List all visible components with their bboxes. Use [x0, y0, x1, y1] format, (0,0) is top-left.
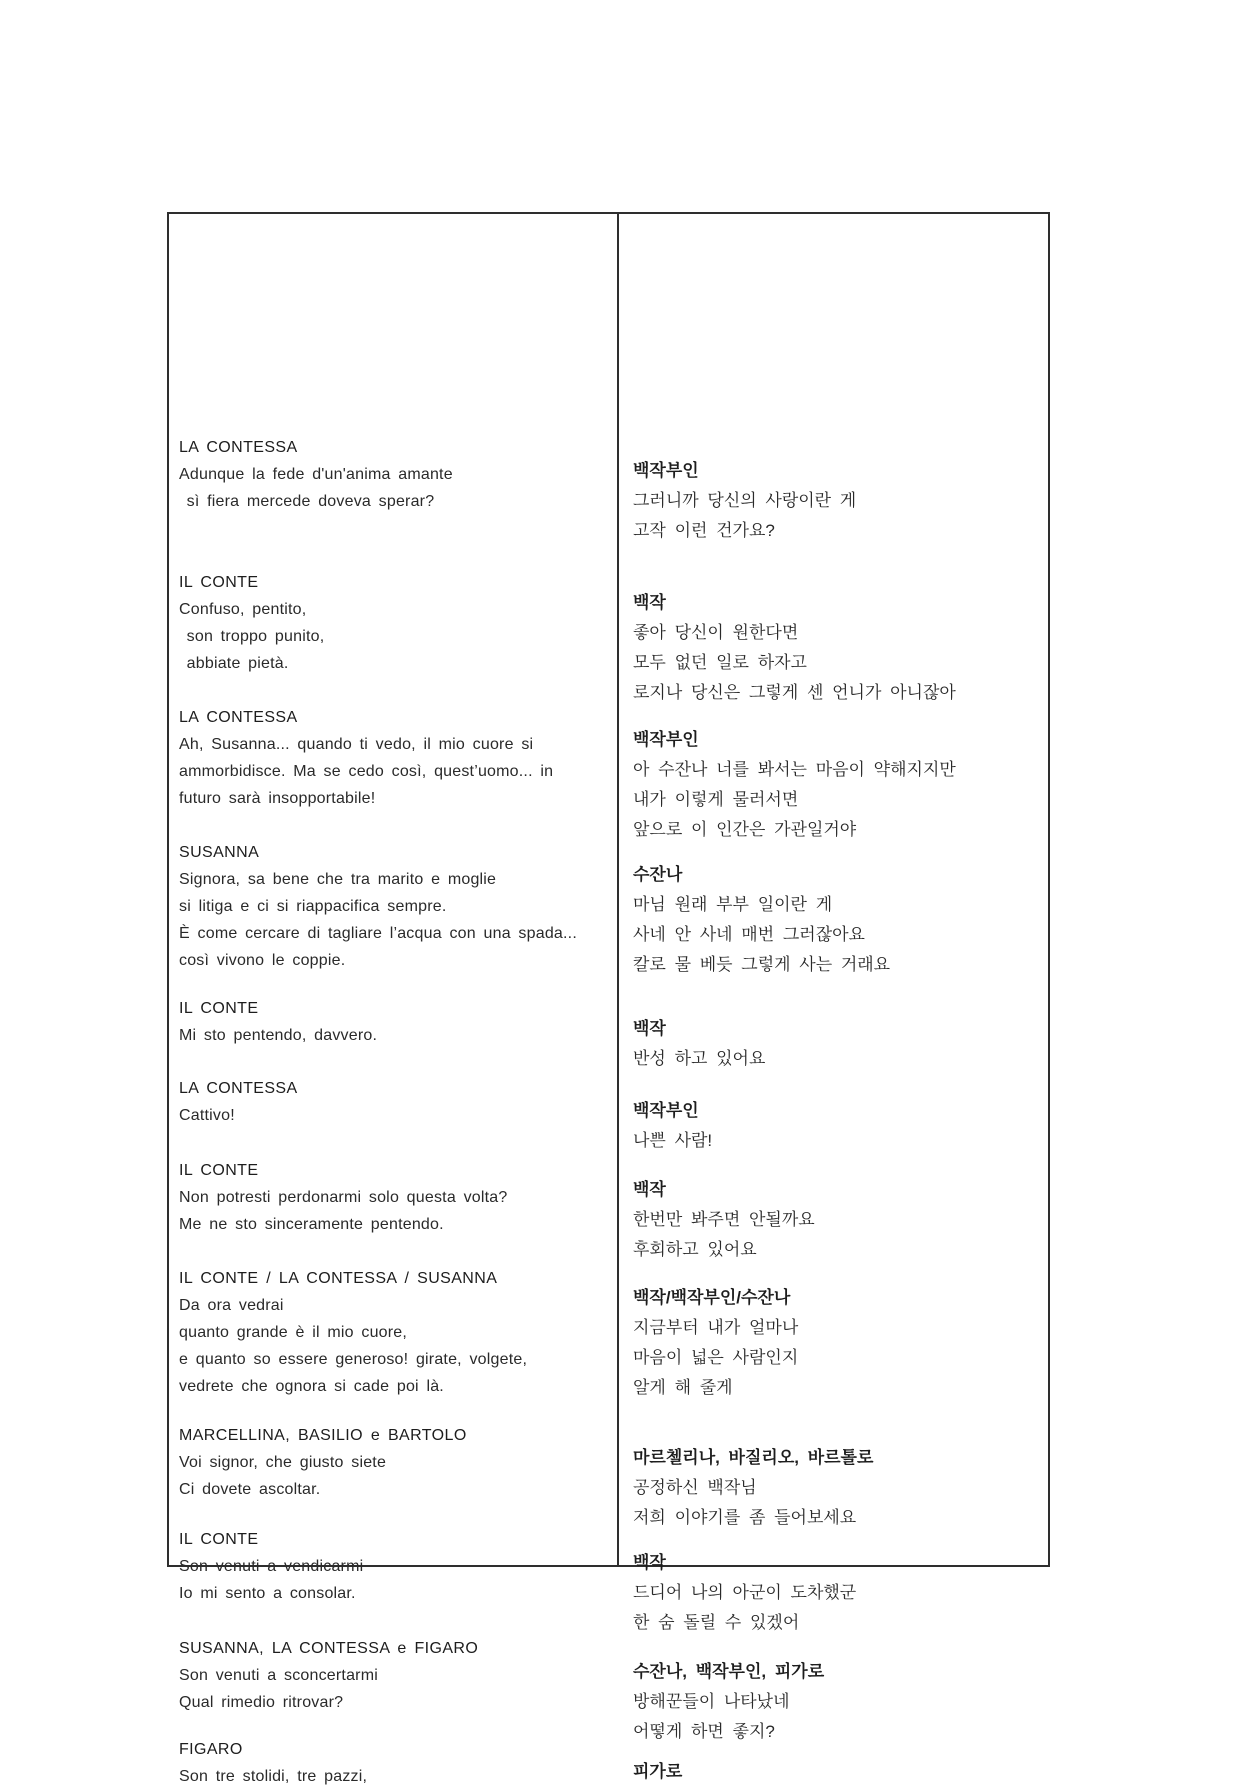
lyric-line: Confuso, pentito, — [179, 601, 307, 618]
stanza — [169, 569, 615, 677]
lyric-line: 그러니까 당신의 사랑이란 게 — [633, 491, 857, 510]
stanza — [169, 995, 615, 1049]
lyric-line: Non potresti perdonarmi solo questa volta? — [179, 1189, 508, 1206]
lyric-line: 나쁜 사람! — [633, 1131, 713, 1150]
lyric-line: 앞으로 이 인간은 가관일거야 — [633, 820, 857, 839]
stanza — [619, 588, 1046, 708]
stanza — [169, 839, 615, 974]
stanza — [619, 1096, 1046, 1156]
lyric-line: 마님 원래 부부 일이란 게 — [633, 895, 833, 914]
stanza — [169, 1265, 615, 1400]
lyric-line: Io mi sento a consolar. — [179, 1585, 356, 1602]
speaker-name: LA CONTESSA — [179, 439, 298, 456]
speaker-name: IL CONTE / LA CONTESSA / SUSANNA — [179, 1270, 498, 1287]
stanza — [169, 1736, 615, 1790]
stanza — [619, 860, 1046, 980]
stanza — [169, 434, 615, 515]
lyric-line: Da ora vedrai — [179, 1297, 284, 1314]
speaker-name: SUSANNA, LA CONTESSA e FIGARO — [179, 1640, 479, 1657]
korean-column — [619, 214, 1048, 1781]
lyric-line: Son tre stolidi, tre pazzi, — [179, 1768, 368, 1785]
lyric-line: 사네 안 사네 매번 그러잖아요 — [633, 925, 865, 944]
lyric-line: 어떻게 하면 좋지? — [633, 1722, 775, 1741]
speaker-name: LA CONTESSA — [179, 1080, 298, 1097]
lyric-line: vedrete che ognora si cade poi là. — [179, 1378, 444, 1395]
lyric-line: 한번만 봐주면 안될까요 — [633, 1210, 815, 1229]
speaker-name: 백작부인 — [633, 461, 699, 480]
lyric-line: 공정하신 백작님 — [633, 1478, 757, 1497]
lyric-line: 알게 해 줄게 — [633, 1378, 733, 1397]
speaker-name: 백작 — [633, 1019, 666, 1038]
speaker-name: 백작부인 — [633, 730, 699, 749]
lyric-line: abbiate pietà. — [179, 655, 289, 672]
stanza — [169, 1526, 615, 1607]
stanza — [169, 1157, 615, 1238]
lyric-line: Qual rimedio ritrovar? — [179, 1694, 344, 1711]
speaker-name: FIGARO — [179, 1741, 243, 1758]
stanza — [619, 725, 1046, 845]
stanza — [619, 1657, 1046, 1747]
speaker-name: IL CONTE — [179, 1531, 259, 1548]
lyric-line: così vivono le coppie. — [179, 952, 346, 969]
lyric-line: 지금부터 내가 얼마나 — [633, 1318, 799, 1337]
speaker-name: 백작/백작부인/수잔나 — [633, 1288, 791, 1307]
italian-column — [169, 214, 619, 1785]
speaker-name: 피가로 — [633, 1762, 683, 1781]
lyric-line: sì fiera mercede doveva sperar? — [179, 493, 435, 510]
lyric-line: Ci dovete ascoltar. — [179, 1481, 321, 1498]
speaker-name: IL CONTE — [179, 1162, 259, 1179]
lyric-line: 고작 이런 건가요? — [633, 521, 775, 540]
stanza — [619, 1014, 1046, 1074]
lyric-line: Me ne sto sinceramente pentendo. — [179, 1216, 444, 1233]
lyric-line: quanto grande è il mio cuore, — [179, 1324, 408, 1341]
lyric-line: Mi sto pentendo, davvero. — [179, 1027, 378, 1044]
speaker-name: 수잔나, 백작부인, 피가로 — [633, 1662, 825, 1681]
lyric-line: È come cercare di tagliare l’acqua con una spada... — [179, 925, 577, 942]
speaker-name: IL CONTE — [179, 1000, 259, 1017]
lyric-line: Cattivo! — [179, 1107, 235, 1124]
lyric-line: 로지나 당신은 그렇게 센 언니가 아니잖아 — [633, 683, 956, 702]
speaker-name: LA CONTESSA — [179, 709, 298, 726]
lyric-line: 좋아 당신이 원한다면 — [633, 623, 799, 642]
stanza — [619, 1757, 1046, 1787]
lyric-line: 마음이 넓은 사람인지 — [633, 1348, 799, 1367]
lyric-line: 저희 이야기를 좀 들어보세요 — [633, 1508, 857, 1527]
lyric-line: Son venuti a sconcertarmi — [179, 1667, 378, 1684]
libretto-table — [167, 212, 1050, 1785]
lyric-line: 후회하고 있어요 — [633, 1240, 757, 1259]
lyric-line: Adunque la fede d'un'anima amante — [179, 466, 453, 483]
lyric-line: 드디어 나의 아군이 도차했군 — [633, 1583, 857, 1602]
speaker-name: 수잔나 — [633, 865, 683, 884]
stanza — [169, 704, 615, 812]
lyric-line: son troppo punito, — [179, 628, 325, 645]
stanza — [169, 1422, 615, 1503]
lyric-line: futuro sarà insopportabile! — [179, 790, 376, 807]
stanza — [169, 1075, 615, 1129]
lyric-line: 방해꾼들이 나타났네 — [633, 1692, 790, 1711]
lyric-line: 모두 없던 일로 하자고 — [633, 653, 807, 672]
speaker-name: SUSANNA — [179, 844, 260, 861]
speaker-name: 백작 — [633, 593, 666, 612]
speaker-name: MARCELLINA, BASILIO e BARTOLO — [179, 1427, 467, 1444]
speaker-name: IL CONTE — [179, 574, 259, 591]
lyric-line: 내가 이렇게 물러서면 — [633, 790, 799, 809]
lyric-line: Ah, Susanna... quando ti vedo, il mio cuore si — [179, 736, 534, 753]
lyric-line: 칼로 물 베듯 그렇게 사는 거래요 — [633, 955, 891, 974]
lyric-line: 한 숨 돌릴 수 있겠어 — [633, 1613, 800, 1632]
speaker-name: 마르첼리나, 바질리오, 바르톨로 — [633, 1448, 874, 1467]
stanza — [619, 1548, 1046, 1638]
lyric-line: e quanto so essere generoso! girate, volgete, — [179, 1351, 528, 1368]
speaker-name: 백작부인 — [633, 1101, 699, 1120]
stanza — [619, 1283, 1046, 1403]
lyric-line: Son venuti a vendicarmi — [179, 1558, 364, 1575]
lyric-line: 아 수잔나 너를 봐서는 마음이 약해지지만 — [633, 760, 956, 779]
speaker-name: 백작 — [633, 1180, 666, 1199]
stanza — [619, 1175, 1046, 1265]
stanza — [619, 1443, 1046, 1533]
stanza — [169, 1635, 615, 1716]
lyric-line: Voi signor, che giusto siete — [179, 1454, 387, 1471]
lyric-line: si litiga e ci si riappacifica sempre. — [179, 898, 447, 915]
lyric-line: Signora, sa bene che tra marito e moglie — [179, 871, 497, 888]
lyric-line: ammorbidisce. Ma se cedo così, quest’uomo... in — [179, 763, 554, 780]
lyric-line: 반성 하고 있어요 — [633, 1049, 766, 1068]
stanza — [619, 456, 1046, 546]
speaker-name: 백작 — [633, 1553, 666, 1572]
